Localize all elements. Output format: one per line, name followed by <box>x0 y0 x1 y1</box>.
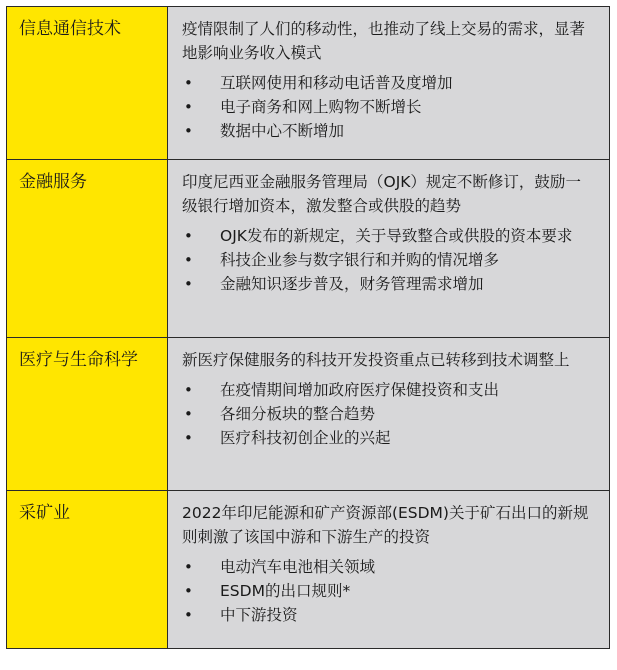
table-row <box>7 338 610 491</box>
bullet-list <box>182 378 595 450</box>
list-item: • 互联网使用和移动电话普及度增加 <box>182 71 595 95</box>
list-item: • 数据中心不断增加 <box>182 119 595 143</box>
sector-label: 医疗与生命科学 <box>19 350 138 370</box>
detail-cell <box>168 160 610 338</box>
list-item: • 在疫情期间增加政府医疗保健投资和支出 <box>182 378 595 402</box>
bullet-icon: • <box>184 405 193 423</box>
bullet-icon: • <box>184 227 193 245</box>
bullet-icon: • <box>184 275 193 293</box>
table-row <box>7 160 610 338</box>
sector-label: 金融服务 <box>19 172 87 192</box>
list-item: • ESDM的出口规则* <box>182 579 595 603</box>
bullet-list <box>182 555 595 627</box>
list-item: • OJK发布的新规定，关于导致整合或供股的资本要求 <box>182 224 595 248</box>
sector-cell <box>7 491 168 649</box>
bullet-icon: • <box>184 98 193 116</box>
bullet-icon: • <box>184 122 193 140</box>
detail-cell <box>168 338 610 491</box>
sector-trends-table <box>6 6 610 649</box>
list-item: • 科技企业参与数字银行和并购的情况增多 <box>182 248 595 272</box>
list-item: • 金融知识逐步普及，财务管理需求增加 <box>182 272 595 296</box>
list-item: • 中下游投资 <box>182 603 595 627</box>
detail-cell <box>168 491 610 649</box>
table-row <box>7 491 610 649</box>
detail-intro: 印度尼西亚金融服务管理局（OJK）规定不断修订，鼓励一级银行增加资本，激发整合或供股的趋势 <box>182 173 581 215</box>
detail-cell <box>168 7 610 160</box>
sector-label: 采矿业 <box>19 503 70 523</box>
table-row <box>7 7 610 160</box>
bullet-icon: • <box>184 606 193 624</box>
bullet-icon: • <box>184 429 193 447</box>
bullet-list <box>182 224 595 296</box>
detail-intro: 2022年印尼能源和矿产资源部(ESDM)关于矿石出口的新规则刺激了该国中游和下游生产的投资 <box>182 504 589 546</box>
bullet-icon: • <box>184 582 193 600</box>
list-item: • 电子商务和网上购物不断增长 <box>182 95 595 119</box>
list-item: • 电动汽车电池相关领域 <box>182 555 595 579</box>
sector-cell <box>7 160 168 338</box>
sector-cell <box>7 7 168 160</box>
sector-label: 信息通信技术 <box>19 19 121 39</box>
list-item: • 各细分板块的整合趋势 <box>182 402 595 426</box>
sector-cell <box>7 338 168 491</box>
bullet-icon: • <box>184 381 193 399</box>
list-item: • 医疗科技初创企业的兴起 <box>182 426 595 450</box>
detail-intro: 疫情限制了人们的移动性，也推动了线上交易的需求，显著地影响业务收入模式 <box>182 20 586 62</box>
bullet-icon: • <box>184 74 193 92</box>
bullet-icon: • <box>184 251 193 269</box>
bullet-list <box>182 71 595 143</box>
bullet-icon: • <box>184 558 193 576</box>
detail-intro: 新医疗保健服务的科技开发投资重点已转移到技术调整上 <box>182 351 570 369</box>
